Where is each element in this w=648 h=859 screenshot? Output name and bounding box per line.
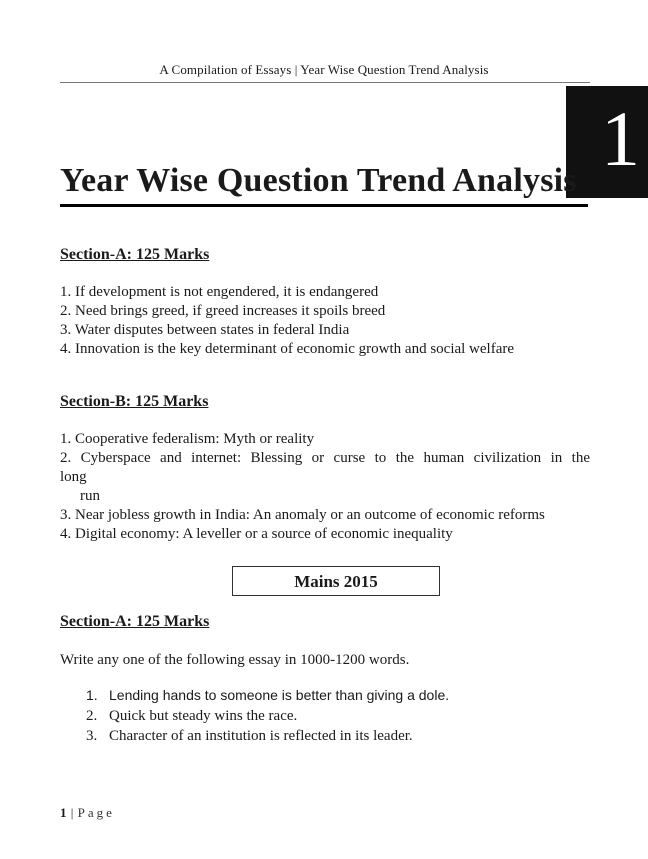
list-item: 1. If development is not engendered, it is endangered [60, 284, 379, 300]
list-item [86, 706, 449, 726]
list-item: 2. Cyberspace and internet: Blessing or curse to the human civilization in the [60, 450, 590, 466]
title-underline [60, 204, 588, 207]
page-number: 1 [60, 805, 67, 820]
page-title: Year Wise Question Trend Analysis [60, 162, 577, 199]
essay-topic-list [86, 685, 449, 746]
instruction-text: Write any one of the following essay in 1000-1200 words. [60, 652, 410, 668]
list-item [86, 685, 449, 706]
list-number: 3. [86, 728, 98, 744]
list-item: 1. Cooperative federalism: Myth or reality [60, 431, 315, 447]
list-item: long [60, 469, 87, 485]
section-b-heading: Section-B: 125 Marks [60, 393, 209, 410]
list-item: 3. Water disputes between states in federal India [60, 322, 350, 338]
chapter-number: 1 [601, 95, 640, 182]
list-item: 3. Near jobless growth in India: An anomaly or an outcome of economic reforms [60, 507, 545, 523]
footer-separator: | [67, 805, 78, 820]
section-a-question-list-1 [60, 283, 590, 359]
section-a-heading-2: Section-A: 125 Marks [60, 613, 210, 630]
page-footer [60, 805, 115, 821]
list-item: 4. Innovation is the key determinant of economic growth and social welfare [60, 341, 515, 357]
list-item: run [80, 488, 100, 504]
chapter-tab [566, 86, 648, 198]
mains-year-box: Mains 2015 [232, 566, 440, 596]
list-item: 4. Digital economy: A leveller or a source of economic inequality [60, 526, 453, 542]
list-item: 2. Need brings greed, if greed increases it spoils breed [60, 303, 386, 319]
running-header: A Compilation of Essays | Year Wise Question Trend Analysis [159, 62, 489, 77]
section-b-question-list [60, 430, 590, 544]
list-number: 1. [86, 687, 98, 703]
list-text: Quick but steady wins the race. [109, 708, 298, 724]
page-label: Page [77, 805, 115, 820]
list-number: 2. [86, 708, 98, 724]
list-item [86, 726, 449, 746]
list-text: Lending hands to someone is better than giving a dole. [109, 687, 450, 703]
list-text: Character of an institution is reflected in its leader. [109, 728, 413, 744]
header-divider [60, 82, 590, 83]
section-a-heading-1: Section-A: 125 Marks [60, 246, 210, 263]
